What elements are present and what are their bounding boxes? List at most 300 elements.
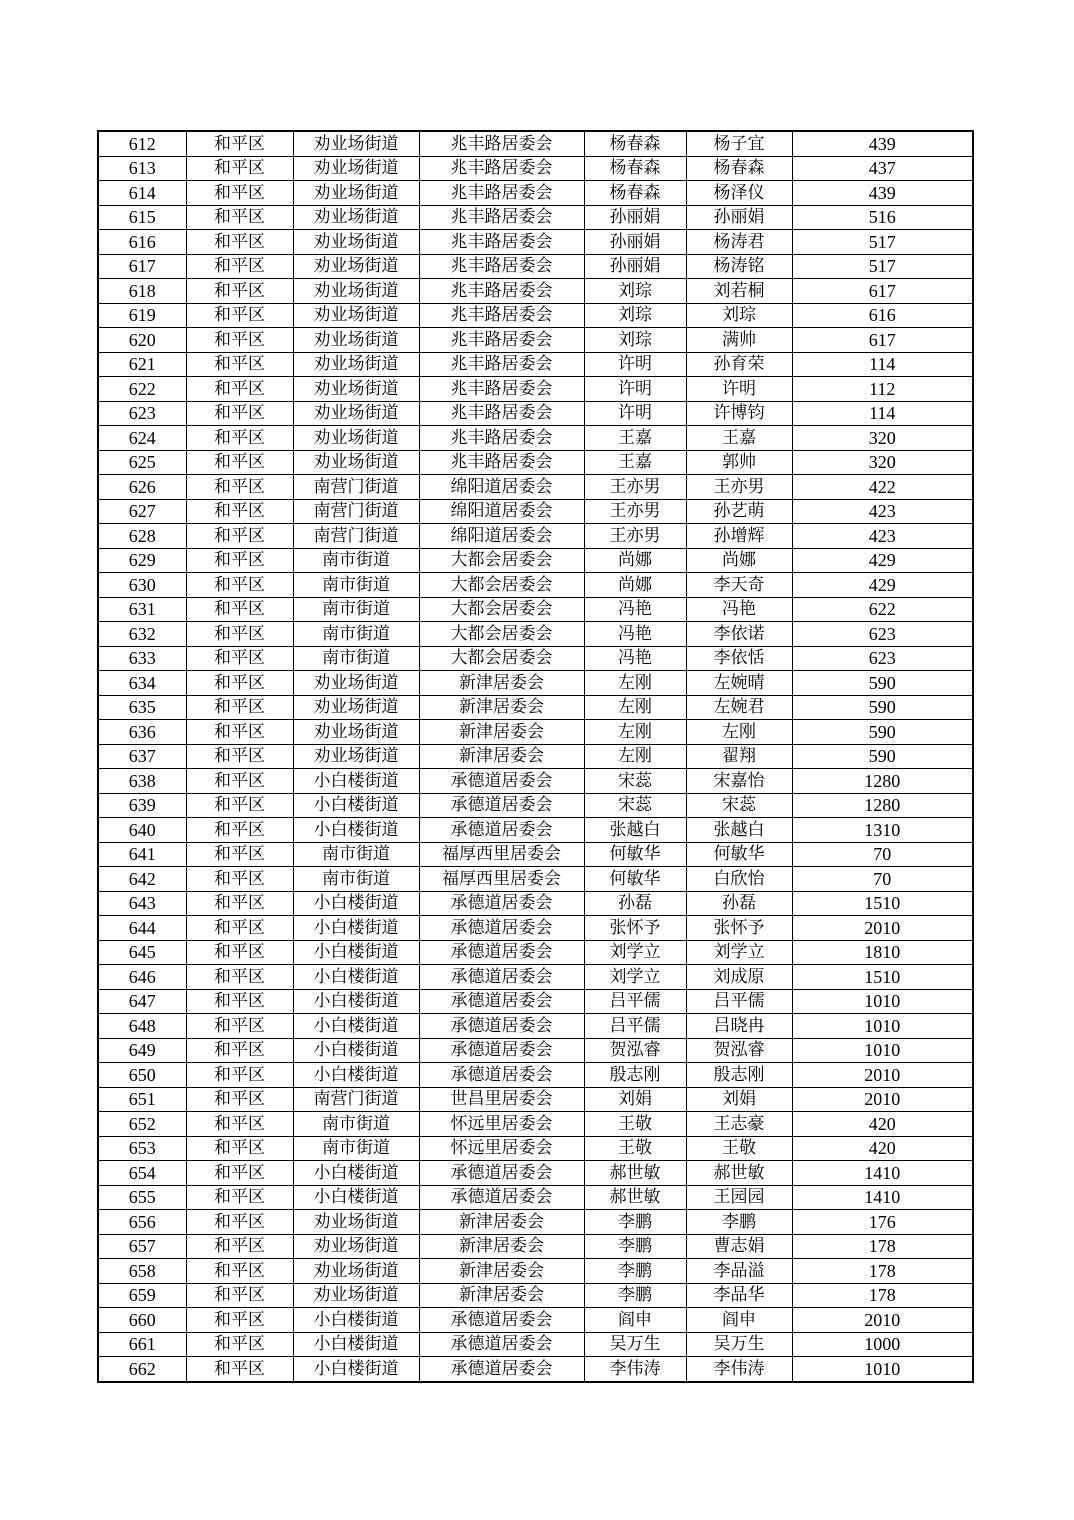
street-cell: 小白楼街道 bbox=[293, 769, 419, 794]
member-name-cell: 白欣怡 bbox=[686, 867, 792, 892]
table-row bbox=[98, 842, 973, 867]
row-number-cell: 628 bbox=[98, 524, 186, 549]
district-cell: 和平区 bbox=[186, 622, 293, 647]
member-name-cell: 孙育荣 bbox=[686, 352, 792, 377]
committee-cell: 承德道居委会 bbox=[419, 793, 584, 818]
committee-cell: 承德道居委会 bbox=[419, 1063, 584, 1088]
committee-cell: 兆丰路居委会 bbox=[419, 254, 584, 279]
table-row bbox=[98, 450, 973, 475]
row-number-cell: 624 bbox=[98, 426, 186, 451]
value-cell: 616 bbox=[792, 303, 973, 328]
value-cell: 429 bbox=[792, 548, 973, 573]
value-cell: 2010 bbox=[792, 1087, 973, 1112]
district-cell: 和平区 bbox=[186, 1136, 293, 1161]
committee-cell: 怀远里居委会 bbox=[419, 1112, 584, 1137]
table-row bbox=[98, 793, 973, 818]
committee-cell: 承德道居委会 bbox=[419, 1161, 584, 1186]
row-number-cell: 623 bbox=[98, 401, 186, 426]
street-cell: 劝业场街道 bbox=[293, 426, 419, 451]
district-cell: 和平区 bbox=[186, 1234, 293, 1259]
applicant-cell: 杨春森 bbox=[584, 131, 686, 156]
value-cell: 617 bbox=[792, 279, 973, 304]
member-name-cell: 宋蕊 bbox=[686, 793, 792, 818]
row-number-cell: 659 bbox=[98, 1283, 186, 1308]
row-number-cell: 634 bbox=[98, 671, 186, 696]
table-row bbox=[98, 1259, 973, 1284]
street-cell: 南市街道 bbox=[293, 622, 419, 647]
table-row bbox=[98, 205, 973, 230]
row-number-cell: 625 bbox=[98, 450, 186, 475]
district-cell: 和平区 bbox=[186, 475, 293, 500]
value-cell: 1410 bbox=[792, 1185, 973, 1210]
member-name-cell: 郝世敏 bbox=[686, 1161, 792, 1186]
member-name-cell: 何敏华 bbox=[686, 842, 792, 867]
member-name-cell: 李品华 bbox=[686, 1283, 792, 1308]
table-row bbox=[98, 1210, 973, 1235]
row-number-cell: 640 bbox=[98, 818, 186, 843]
district-cell: 和平区 bbox=[186, 744, 293, 769]
member-name-cell: 王嘉 bbox=[686, 426, 792, 451]
value-cell: 1010 bbox=[792, 1014, 973, 1039]
committee-cell: 大都会居委会 bbox=[419, 622, 584, 647]
value-cell: 2010 bbox=[792, 1308, 973, 1333]
applicant-cell: 尚娜 bbox=[584, 573, 686, 598]
value-cell: 1010 bbox=[792, 1038, 973, 1063]
district-cell: 和平区 bbox=[186, 524, 293, 549]
applicant-cell: 刘娟 bbox=[584, 1087, 686, 1112]
street-cell: 南营门街道 bbox=[293, 524, 419, 549]
applicant-cell: 冯艳 bbox=[584, 622, 686, 647]
member-name-cell: 孙增辉 bbox=[686, 524, 792, 549]
value-cell: 590 bbox=[792, 671, 973, 696]
member-name-cell: 刘成原 bbox=[686, 965, 792, 990]
row-number-cell: 646 bbox=[98, 965, 186, 990]
row-number-cell: 644 bbox=[98, 916, 186, 941]
value-cell: 114 bbox=[792, 401, 973, 426]
table-row bbox=[98, 377, 973, 402]
table-row bbox=[98, 989, 973, 1014]
member-name-cell: 李依恬 bbox=[686, 646, 792, 671]
member-name-cell: 孙磊 bbox=[686, 891, 792, 916]
district-cell: 和平区 bbox=[186, 1210, 293, 1235]
street-cell: 南市街道 bbox=[293, 1112, 419, 1137]
table-row bbox=[98, 303, 973, 328]
value-cell: 1510 bbox=[792, 965, 973, 990]
street-cell: 南市街道 bbox=[293, 867, 419, 892]
member-name-cell: 尚娜 bbox=[686, 548, 792, 573]
district-cell: 和平区 bbox=[186, 1063, 293, 1088]
district-cell: 和平区 bbox=[186, 818, 293, 843]
district-cell: 和平区 bbox=[186, 671, 293, 696]
committee-cell: 大都会居委会 bbox=[419, 548, 584, 573]
table-row bbox=[98, 475, 973, 500]
applicant-cell: 许明 bbox=[584, 377, 686, 402]
applicant-cell: 刘学立 bbox=[584, 940, 686, 965]
value-cell: 70 bbox=[792, 842, 973, 867]
district-cell: 和平区 bbox=[186, 205, 293, 230]
district-cell: 和平区 bbox=[186, 131, 293, 156]
member-name-cell: 殷志刚 bbox=[686, 1063, 792, 1088]
member-name-cell: 左刚 bbox=[686, 720, 792, 745]
value-cell: 1810 bbox=[792, 940, 973, 965]
committee-cell: 承德道居委会 bbox=[419, 989, 584, 1014]
committee-cell: 福厚西里居委会 bbox=[419, 867, 584, 892]
member-name-cell: 刘琮 bbox=[686, 303, 792, 328]
row-number-cell: 612 bbox=[98, 131, 186, 156]
district-cell: 和平区 bbox=[186, 695, 293, 720]
district-cell: 和平区 bbox=[186, 646, 293, 671]
applicant-cell: 许明 bbox=[584, 401, 686, 426]
committee-cell: 新津居委会 bbox=[419, 720, 584, 745]
value-cell: 590 bbox=[792, 744, 973, 769]
row-number-cell: 633 bbox=[98, 646, 186, 671]
applicant-cell: 李伟涛 bbox=[584, 1357, 686, 1382]
value-cell: 112 bbox=[792, 377, 973, 402]
committee-cell: 承德道居委会 bbox=[419, 965, 584, 990]
row-number-cell: 639 bbox=[98, 793, 186, 818]
applicant-cell: 左刚 bbox=[584, 720, 686, 745]
value-cell: 420 bbox=[792, 1112, 973, 1137]
committee-cell: 承德道居委会 bbox=[419, 1308, 584, 1333]
member-name-cell: 王志豪 bbox=[686, 1112, 792, 1137]
member-name-cell: 王亦男 bbox=[686, 475, 792, 500]
street-cell: 小白楼街道 bbox=[293, 793, 419, 818]
table-row bbox=[98, 1185, 973, 1210]
row-number-cell: 645 bbox=[98, 940, 186, 965]
committee-cell: 兆丰路居委会 bbox=[419, 450, 584, 475]
row-number-cell: 653 bbox=[98, 1136, 186, 1161]
street-cell: 南市街道 bbox=[293, 597, 419, 622]
member-name-cell: 左婉晴 bbox=[686, 671, 792, 696]
committee-cell: 新津居委会 bbox=[419, 1234, 584, 1259]
member-name-cell: 张怀予 bbox=[686, 916, 792, 941]
district-cell: 和平区 bbox=[186, 450, 293, 475]
row-number-cell: 652 bbox=[98, 1112, 186, 1137]
value-cell: 439 bbox=[792, 131, 973, 156]
row-number-cell: 618 bbox=[98, 279, 186, 304]
street-cell: 劝业场街道 bbox=[293, 401, 419, 426]
street-cell: 小白楼街道 bbox=[293, 1308, 419, 1333]
district-cell: 和平区 bbox=[186, 867, 293, 892]
street-cell: 小白楼街道 bbox=[293, 1185, 419, 1210]
table-row bbox=[98, 1136, 973, 1161]
table-row bbox=[98, 744, 973, 769]
table-row bbox=[98, 965, 973, 990]
street-cell: 小白楼街道 bbox=[293, 1063, 419, 1088]
district-cell: 和平区 bbox=[186, 891, 293, 916]
applicant-cell: 宋蕊 bbox=[584, 793, 686, 818]
district-cell: 和平区 bbox=[186, 352, 293, 377]
district-cell: 和平区 bbox=[186, 328, 293, 353]
street-cell: 小白楼街道 bbox=[293, 965, 419, 990]
member-name-cell: 满帅 bbox=[686, 328, 792, 353]
applicant-cell: 尚娜 bbox=[584, 548, 686, 573]
table-row bbox=[98, 254, 973, 279]
street-cell: 劝业场街道 bbox=[293, 1259, 419, 1284]
table-row bbox=[98, 573, 973, 598]
district-cell: 和平区 bbox=[186, 1161, 293, 1186]
row-number-cell: 635 bbox=[98, 695, 186, 720]
table-row bbox=[98, 1038, 973, 1063]
table-row bbox=[98, 940, 973, 965]
street-cell: 小白楼街道 bbox=[293, 940, 419, 965]
table-row bbox=[98, 1087, 973, 1112]
table-row bbox=[98, 1283, 973, 1308]
row-number-cell: 632 bbox=[98, 622, 186, 647]
street-cell: 劝业场街道 bbox=[293, 303, 419, 328]
value-cell: 517 bbox=[792, 230, 973, 255]
table-row bbox=[98, 181, 973, 206]
row-number-cell: 629 bbox=[98, 548, 186, 573]
district-cell: 和平区 bbox=[186, 548, 293, 573]
table-row bbox=[98, 1161, 973, 1186]
member-name-cell: 许明 bbox=[686, 377, 792, 402]
row-number-cell: 615 bbox=[98, 205, 186, 230]
committee-cell: 绵阳道居委会 bbox=[419, 524, 584, 549]
applicant-cell: 刘学立 bbox=[584, 965, 686, 990]
street-cell: 劝业场街道 bbox=[293, 254, 419, 279]
district-cell: 和平区 bbox=[186, 769, 293, 794]
member-name-cell: 曹志娟 bbox=[686, 1234, 792, 1259]
committee-cell: 世昌里居委会 bbox=[419, 1087, 584, 1112]
table-row bbox=[98, 916, 973, 941]
applicant-cell: 王嘉 bbox=[584, 450, 686, 475]
table-row bbox=[98, 1063, 973, 1088]
member-name-cell: 王园园 bbox=[686, 1185, 792, 1210]
value-cell: 429 bbox=[792, 573, 973, 598]
committee-cell: 兆丰路居委会 bbox=[419, 205, 584, 230]
committee-cell: 福厚西里居委会 bbox=[419, 842, 584, 867]
member-name-cell: 吕平儒 bbox=[686, 989, 792, 1014]
row-number-cell: 651 bbox=[98, 1087, 186, 1112]
table-row bbox=[98, 328, 973, 353]
street-cell: 小白楼街道 bbox=[293, 1038, 419, 1063]
value-cell: 439 bbox=[792, 181, 973, 206]
applicant-cell: 左刚 bbox=[584, 744, 686, 769]
street-cell: 小白楼街道 bbox=[293, 1014, 419, 1039]
row-number-cell: 642 bbox=[98, 867, 186, 892]
member-name-cell: 杨涛铭 bbox=[686, 254, 792, 279]
value-cell: 590 bbox=[792, 720, 973, 745]
committee-cell: 兆丰路居委会 bbox=[419, 279, 584, 304]
value-cell: 114 bbox=[792, 352, 973, 377]
value-cell: 420 bbox=[792, 1136, 973, 1161]
row-number-cell: 627 bbox=[98, 499, 186, 524]
member-name-cell: 宋嘉怡 bbox=[686, 769, 792, 794]
value-cell: 422 bbox=[792, 475, 973, 500]
row-number-cell: 626 bbox=[98, 475, 186, 500]
table-row bbox=[98, 671, 973, 696]
table-row bbox=[98, 401, 973, 426]
street-cell: 小白楼街道 bbox=[293, 989, 419, 1014]
value-cell: 1280 bbox=[792, 769, 973, 794]
committee-cell: 承德道居委会 bbox=[419, 916, 584, 941]
committee-cell: 承德道居委会 bbox=[419, 1332, 584, 1357]
committee-cell: 绵阳道居委会 bbox=[419, 499, 584, 524]
district-cell: 和平区 bbox=[186, 303, 293, 328]
member-name-cell: 杨子宜 bbox=[686, 131, 792, 156]
street-cell: 南市街道 bbox=[293, 548, 419, 573]
district-cell: 和平区 bbox=[186, 1357, 293, 1382]
value-cell: 320 bbox=[792, 426, 973, 451]
value-cell: 623 bbox=[792, 622, 973, 647]
committee-cell: 兆丰路居委会 bbox=[419, 352, 584, 377]
row-number-cell: 648 bbox=[98, 1014, 186, 1039]
committee-cell: 承德道居委会 bbox=[419, 891, 584, 916]
applicant-cell: 吕平儒 bbox=[584, 1014, 686, 1039]
committee-cell: 大都会居委会 bbox=[419, 573, 584, 598]
applicant-cell: 吴万生 bbox=[584, 1332, 686, 1357]
member-name-cell: 王敬 bbox=[686, 1136, 792, 1161]
committee-cell: 兆丰路居委会 bbox=[419, 181, 584, 206]
committee-cell: 兆丰路居委会 bbox=[419, 303, 584, 328]
row-number-cell: 658 bbox=[98, 1259, 186, 1284]
applicant-cell: 王亦男 bbox=[584, 524, 686, 549]
row-number-cell: 616 bbox=[98, 230, 186, 255]
committee-cell: 新津居委会 bbox=[419, 1283, 584, 1308]
street-cell: 劝业场街道 bbox=[293, 1210, 419, 1235]
committee-cell: 承德道居委会 bbox=[419, 1038, 584, 1063]
applicant-cell: 吕平儒 bbox=[584, 989, 686, 1014]
district-cell: 和平区 bbox=[186, 499, 293, 524]
applicant-cell: 冯艳 bbox=[584, 646, 686, 671]
committee-cell: 兆丰路居委会 bbox=[419, 131, 584, 156]
district-cell: 和平区 bbox=[186, 1332, 293, 1357]
row-number-cell: 662 bbox=[98, 1357, 186, 1382]
row-number-cell: 641 bbox=[98, 842, 186, 867]
street-cell: 劝业场街道 bbox=[293, 230, 419, 255]
member-name-cell: 许博钧 bbox=[686, 401, 792, 426]
applicant-cell: 贺泓睿 bbox=[584, 1038, 686, 1063]
committee-cell: 怀远里居委会 bbox=[419, 1136, 584, 1161]
member-name-cell: 阎申 bbox=[686, 1308, 792, 1333]
value-cell: 1010 bbox=[792, 989, 973, 1014]
member-name-cell: 郭帅 bbox=[686, 450, 792, 475]
table-row bbox=[98, 891, 973, 916]
district-cell: 和平区 bbox=[186, 156, 293, 181]
member-name-cell: 李依诺 bbox=[686, 622, 792, 647]
street-cell: 劝业场街道 bbox=[293, 720, 419, 745]
value-cell: 1280 bbox=[792, 793, 973, 818]
table-row bbox=[98, 1234, 973, 1259]
district-cell: 和平区 bbox=[186, 181, 293, 206]
district-cell: 和平区 bbox=[186, 842, 293, 867]
table-row bbox=[98, 499, 973, 524]
table-row bbox=[98, 597, 973, 622]
applicant-cell: 王敬 bbox=[584, 1112, 686, 1137]
member-name-cell: 李品溢 bbox=[686, 1259, 792, 1284]
row-number-cell: 661 bbox=[98, 1332, 186, 1357]
row-number-cell: 621 bbox=[98, 352, 186, 377]
table-row bbox=[98, 548, 973, 573]
member-name-cell: 李天奇 bbox=[686, 573, 792, 598]
street-cell: 小白楼街道 bbox=[293, 1161, 419, 1186]
member-name-cell: 吴万生 bbox=[686, 1332, 792, 1357]
committee-cell: 新津居委会 bbox=[419, 1210, 584, 1235]
applicant-cell: 王敬 bbox=[584, 1136, 686, 1161]
table-row bbox=[98, 818, 973, 843]
district-cell: 和平区 bbox=[186, 279, 293, 304]
street-cell: 劝业场街道 bbox=[293, 377, 419, 402]
applicant-cell: 张怀予 bbox=[584, 916, 686, 941]
table-row bbox=[98, 279, 973, 304]
street-cell: 劝业场街道 bbox=[293, 1283, 419, 1308]
applicant-cell: 孙丽娟 bbox=[584, 205, 686, 230]
value-cell: 1000 bbox=[792, 1332, 973, 1357]
street-cell: 小白楼街道 bbox=[293, 1357, 419, 1382]
value-cell: 1010 bbox=[792, 1357, 973, 1382]
committee-cell: 兆丰路居委会 bbox=[419, 328, 584, 353]
row-number-cell: 636 bbox=[98, 720, 186, 745]
district-cell: 和平区 bbox=[186, 793, 293, 818]
value-cell: 178 bbox=[792, 1234, 973, 1259]
member-name-cell: 刘娟 bbox=[686, 1087, 792, 1112]
row-number-cell: 617 bbox=[98, 254, 186, 279]
row-number-cell: 650 bbox=[98, 1063, 186, 1088]
street-cell: 劝业场街道 bbox=[293, 279, 419, 304]
member-name-cell: 刘学立 bbox=[686, 940, 792, 965]
member-name-cell: 吕晓冉 bbox=[686, 1014, 792, 1039]
applicant-cell: 杨春森 bbox=[584, 181, 686, 206]
applicant-cell: 何敏华 bbox=[584, 867, 686, 892]
member-name-cell: 刘若桐 bbox=[686, 279, 792, 304]
district-cell: 和平区 bbox=[186, 377, 293, 402]
committee-cell: 承德道居委会 bbox=[419, 1185, 584, 1210]
applicant-cell: 孙丽娟 bbox=[584, 230, 686, 255]
table-row bbox=[98, 646, 973, 671]
row-number-cell: 620 bbox=[98, 328, 186, 353]
street-cell: 南市街道 bbox=[293, 646, 419, 671]
value-cell: 178 bbox=[792, 1259, 973, 1284]
applicant-cell: 李鹏 bbox=[584, 1210, 686, 1235]
committee-cell: 兆丰路居委会 bbox=[419, 230, 584, 255]
district-cell: 和平区 bbox=[186, 916, 293, 941]
table-row bbox=[98, 1357, 973, 1382]
value-cell: 516 bbox=[792, 205, 973, 230]
street-cell: 劝业场街道 bbox=[293, 450, 419, 475]
district-cell: 和平区 bbox=[186, 989, 293, 1014]
member-name-cell: 冯艳 bbox=[686, 597, 792, 622]
row-number-cell: 630 bbox=[98, 573, 186, 598]
member-name-cell: 杨涛君 bbox=[686, 230, 792, 255]
member-name-cell: 孙艺萌 bbox=[686, 499, 792, 524]
applicant-cell: 刘琮 bbox=[584, 303, 686, 328]
district-cell: 和平区 bbox=[186, 1259, 293, 1284]
committee-cell: 新津居委会 bbox=[419, 744, 584, 769]
row-number-cell: 614 bbox=[98, 181, 186, 206]
street-cell: 南营门街道 bbox=[293, 475, 419, 500]
applicant-cell: 殷志刚 bbox=[584, 1063, 686, 1088]
member-name-cell: 杨春森 bbox=[686, 156, 792, 181]
member-name-cell: 李鹏 bbox=[686, 1210, 792, 1235]
street-cell: 劝业场街道 bbox=[293, 671, 419, 696]
row-number-cell: 655 bbox=[98, 1185, 186, 1210]
district-cell: 和平区 bbox=[186, 401, 293, 426]
table-row bbox=[98, 1308, 973, 1333]
street-cell: 劝业场街道 bbox=[293, 131, 419, 156]
district-cell: 和平区 bbox=[186, 1038, 293, 1063]
value-cell: 176 bbox=[792, 1210, 973, 1235]
district-cell: 和平区 bbox=[186, 1112, 293, 1137]
applicant-cell: 王嘉 bbox=[584, 426, 686, 451]
applicant-cell: 孙丽娟 bbox=[584, 254, 686, 279]
applicant-cell: 李鹏 bbox=[584, 1283, 686, 1308]
table-row bbox=[98, 352, 973, 377]
district-cell: 和平区 bbox=[186, 940, 293, 965]
street-cell: 劝业场街道 bbox=[293, 352, 419, 377]
committee-cell: 兆丰路居委会 bbox=[419, 156, 584, 181]
applicant-cell: 杨春森 bbox=[584, 156, 686, 181]
